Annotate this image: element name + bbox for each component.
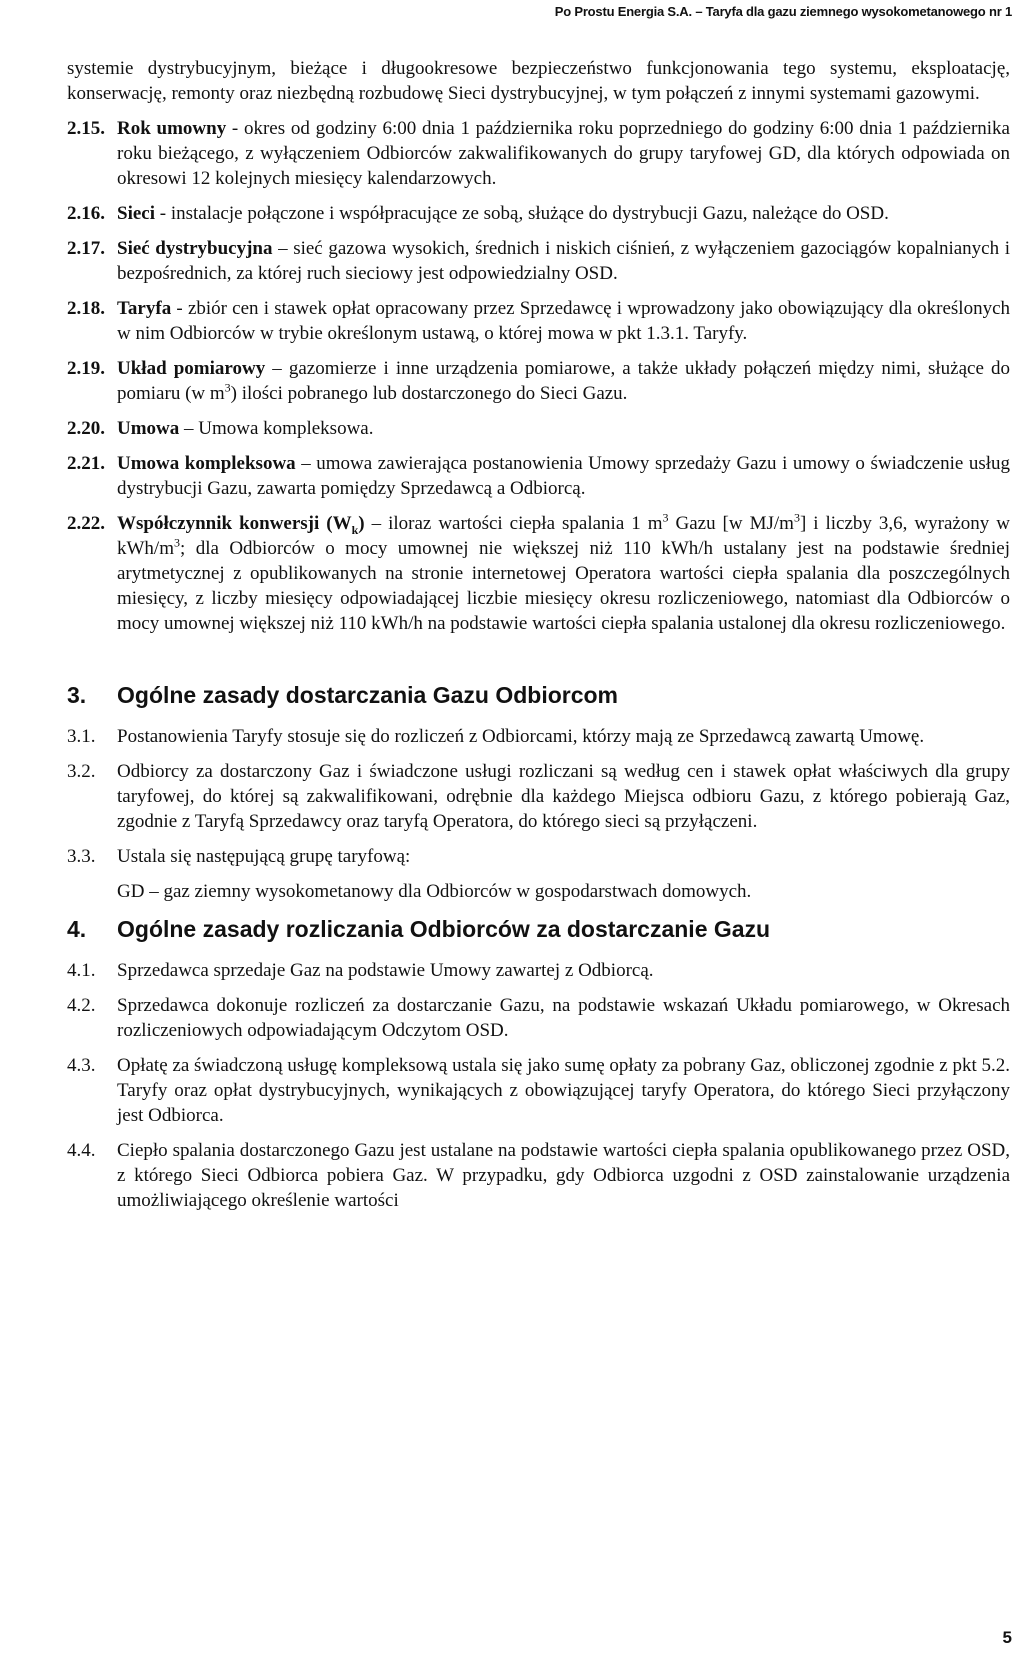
definition-text: Gazu [w MJ/m: [668, 513, 794, 534]
item-number: 4.2.: [67, 995, 96, 1016]
definition-2-17: [67, 236, 1010, 286]
term-part: ): [358, 513, 365, 534]
definition-2-15: [67, 116, 1010, 191]
item-text: Postanowienia Taryfy stosuje się do rozliczeń z Odbiorcami, którzy mają ze Sprzedawcą zawartą Umowę.: [117, 726, 925, 747]
definition-2-19: [67, 356, 1010, 406]
item-3-1: [67, 724, 1010, 749]
term-part: Współczynnik konwersji (W: [117, 513, 352, 534]
definition-2-21: [67, 451, 1010, 501]
item-4-3: [67, 1053, 1010, 1128]
definition-text: – umowa zawierająca postanowienia Umowy sprzedaży Gazu i umowy o świadczenie usług dystrybucji Gazu, zawarta pomiędzy Sprzedawcą a Odbiorcą.: [117, 453, 1011, 499]
item-number: 4.3.: [67, 1055, 96, 1076]
definition-term: Układ pomiarowy: [117, 358, 266, 379]
definition-text: – iloraz wartości ciepła spalania 1 m: [364, 513, 663, 534]
item-number: 2.15.: [67, 118, 105, 139]
definition-text: - okres od godziny 6:00 dnia 1 października roku poprzedniego do godziny 6:00 dnia 1 października roku bieżącego, z wyłączeniem Odbiorców zakwalifikowanych do grupy taryfowej GD, dla których odpowiada on okresowi 12 kolejnych miesięcy kalendarzowych.: [117, 118, 1010, 189]
superscript: 3: [174, 535, 180, 550]
item-text: Opłatę za świadczoną usługę kompleksową ustala się jako sumę opłaty za pobrany Gaz, obliczonej zgodnie z pkt 5.2. Taryfy oraz opłat dystrybucyjnych, wynikających z obowiązującej taryfy Operatora, do którego Sieci przyłączony jest Odbiorca.: [117, 1055, 1010, 1126]
definition-text: ) ilości pobranego lub dostarczonego do Sieci Gazu.: [230, 383, 628, 404]
definition-text: ; dla Odbiorców o mocy umownej nie większej niż 110 kWh/h ustalany jest na podstawie średniej arytmetycznej z opublikowanych na stronie internetowej Operatora wartości ciepła spalania dla poszczególnych miesięcy, z liczby miesięcy odpowiadającej liczbie miesięcy okresu rozliczeniowego, natomiast dla Odbiorców o mocy umownej większej niż 110 kWh/h na podstawie wartości ciepła spalania ustalonej dla okresu rozliczeniowego.: [117, 538, 1010, 634]
definition-term: Umowa kompleksowa: [117, 453, 296, 474]
item-number: 2.20.: [67, 418, 105, 439]
definition-term: Sieć dystrybucyjna: [117, 238, 273, 259]
item-number: 2.19.: [67, 358, 105, 379]
item-4-2: [67, 993, 1010, 1043]
definition-text: ] i liczby 3,6, wyrażony w kWh/m: [117, 513, 1011, 559]
section-4-heading: [67, 914, 1010, 944]
definition-2-16: [67, 201, 1010, 226]
definition-2-18: [67, 296, 1010, 346]
continuation-paragraph: systemie dystrybucyjnym, bieżące i długookresowe bezpieczeństwo funkcjonowania tego systemu, eksploatację, konserwację, remonty oraz niezbędną rozbudowę Sieci dystrybucyjnej, w tym połączeń z innymi systemami gazowymi.: [67, 58, 1010, 104]
item-text: Ustala się następującą grupę taryfową:: [117, 846, 411, 867]
item-number: 2.22.: [67, 513, 105, 534]
item-text: Odbiorcy za dostarczony Gaz i świadczone usługi rozliczani są według cen i stawek opłat właściwych dla grupy taryfowej, do której są zakwalifikowani, odrębnie dla każdego Miejsca odbioru Gazu, z którego pobierają Gaz, zgodnie z Taryfą Sprzedawcy oraz taryfą Operatora, do którego sieci są przyłączeni.: [117, 761, 1010, 832]
definition-text: – gazomierze i inne urządzenia pomiarowe, a także układy połączeń między nimi, służące do pomiaru (w m: [117, 358, 1010, 404]
tariff-group-line: GD – gaz ziemny wysokometanowy dla Odbiorców w gospodarstwach domowych.: [117, 881, 752, 902]
item-number: 3.2.: [67, 761, 96, 782]
definition-term: Sieci: [117, 203, 155, 224]
definition-text: - instalacje połączone i współpracujące ze sobą, służące do dystrybucji Gazu, należące do OSD.: [155, 203, 889, 224]
item-text: Sprzedawca dokonuje rozliczeń za dostarczanie Gazu, na podstawie wskazań Układu pomiarowego, w Okresach rozliczeniowych odpowiadającym Odczytom OSD.: [117, 995, 1010, 1041]
definition-term: Umowa: [117, 418, 180, 439]
definition-term: Taryfa: [117, 298, 172, 319]
item-number: 4.4.: [67, 1140, 96, 1161]
section-title: Ogólne zasady dostarczania Gazu Odbiorcom: [117, 682, 619, 708]
item-number: 2.21.: [67, 453, 105, 474]
item-3-3: [67, 844, 1010, 869]
item-number: 4.1.: [67, 960, 96, 981]
definition-term: [117, 513, 365, 537]
item-text: Sprzedawca sprzedaje Gaz na podstawie Umowy zawartej z Odbiorcą.: [117, 960, 654, 981]
page-header: Po Prostu Energia S.A. – Taryfa dla gazu ziemnego wysokometanowego nr 1: [554, 4, 1012, 19]
subscript: k: [351, 522, 359, 537]
superscript: 3: [662, 510, 669, 525]
page-number: 5: [1002, 1628, 1012, 1647]
superscript: 3: [793, 510, 800, 525]
superscript: 3: [224, 380, 231, 395]
section-3-heading: [67, 680, 1010, 710]
definition-text: – sieć gazowa wysokich, średnich i niskich ciśnień, z wyłączeniem gazociągów kopalnianych i bezpośrednich, za której ruch sieciowy jest odpowiedzialny OSD.: [117, 238, 1010, 284]
definition-text: - zbiór cen i stawek opłat opracowany przez Sprzedawcę i wprowadzony jako obowiązujący dla określonych w nim Odbiorców w trybie określonym ustawą, o której mowa w pkt 1.3.1. Taryfy.: [117, 298, 1010, 344]
section-title: Ogólne zasady rozliczania Odbiorców za dostarczanie Gazu: [117, 916, 771, 942]
item-number: 3.1.: [67, 726, 96, 747]
item-4-1: [67, 958, 1010, 983]
section-number: 3.: [67, 682, 87, 708]
item-number: 2.16.: [67, 203, 105, 224]
document-body: [67, 56, 1010, 1223]
item-3-2: [67, 759, 1010, 834]
definition-text: – Umowa kompleksowa.: [179, 418, 374, 439]
definition-2-20: [67, 416, 1010, 441]
definition-term: Rok umowny: [117, 118, 227, 139]
item-number: 3.3.: [67, 846, 96, 867]
section-number: 4.: [67, 916, 87, 942]
item-text: Ciepło spalania dostarczonego Gazu jest ustalane na podstawie wartości ciepła spalania opublikowanego przez OSD, z którego Sieci Odbiorca pobiera Gaz. W przypadku, gdy Odbiorca uzgodni z OSD zainstalowanie urządzenia umożliwiającego określenie wartości: [117, 1140, 1010, 1211]
definition-2-22: [67, 511, 1010, 636]
item-number: 2.18.: [67, 298, 105, 319]
item-number: 2.17.: [67, 238, 105, 259]
item-4-4: [67, 1138, 1010, 1213]
